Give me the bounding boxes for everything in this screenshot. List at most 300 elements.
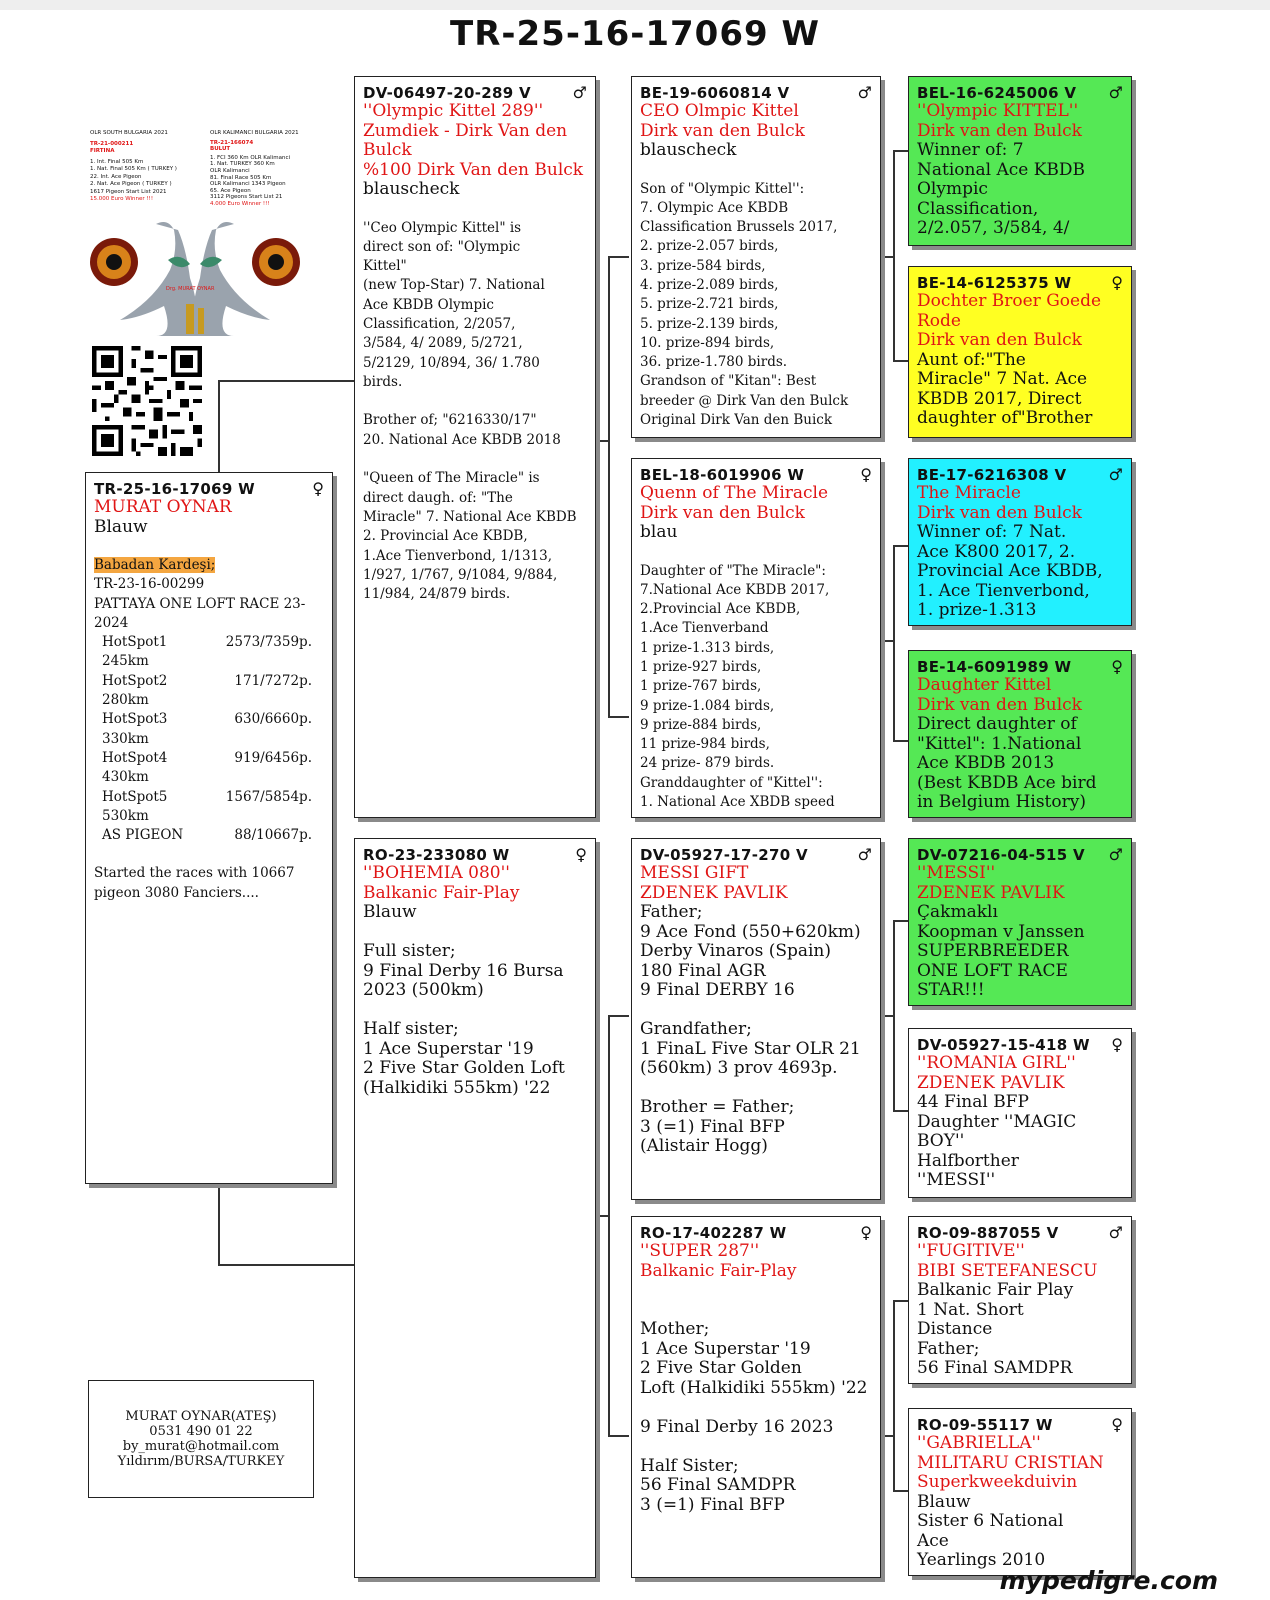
card-header <box>640 83 872 102</box>
top-strip <box>0 0 1270 10</box>
pedigree-note-line: Son of "Olympic Kittel'': <box>640 180 805 197</box>
male-icon: ♂ <box>1108 845 1123 864</box>
poster-line: 3112 Pigeons Start List 21 <box>210 194 283 201</box>
sibling-label: Babadan Kardeşi; <box>94 557 216 573</box>
connector-line <box>881 640 894 642</box>
connector-line <box>893 545 895 740</box>
results-table <box>102 633 324 845</box>
male-icon: ♂ <box>1108 1223 1123 1242</box>
pedigree-detail-line: KBDB 2017, Direct <box>917 388 1082 409</box>
pedigree-detail-line: 3 (=1) Final BFP <box>640 1494 785 1515</box>
poster-line: 2. Nat. Ace Pigeon ( TURKEY ) <box>90 181 172 187</box>
connector-line <box>608 1015 610 1435</box>
card-header <box>917 1223 1123 1242</box>
pigeon-illustration <box>86 214 304 338</box>
poster-line: OLR Kalimanci 1343 Pigeon <box>210 181 286 188</box>
pedigree-name-line: Dirk van den Bulck <box>917 694 1082 715</box>
pedigree-detail-line: 9 Final DERBY 16 <box>640 980 795 1000</box>
pedigree-note-line: Kittel" <box>363 258 407 275</box>
pedigree-detail-line: 9 Ace Fond (550+620km) <box>640 921 861 942</box>
poster-right-lines <box>210 155 304 208</box>
pedigree-detail-line: 1. prize-1.313 <box>917 600 1037 620</box>
pedigree-name-line: ''Olympic KITTEL'' <box>917 101 1079 121</box>
pedigree-note-line: 1.Ace Tienverbond, 1/1313, <box>363 547 553 564</box>
ring-number: RO-17-402287 W <box>640 1223 787 1242</box>
connector-line <box>893 545 908 547</box>
poster-left-name: FIRTINA <box>90 148 115 154</box>
result-race: HotSpot3 330km <box>102 711 172 747</box>
pedigree-name-line: ''Olympic Kittel 289'' <box>363 101 544 121</box>
pedigree-name-line: Balkanic Fair-Play <box>640 1260 797 1281</box>
pedigree-detail-line: Balkanic Fair Play <box>917 1280 1074 1300</box>
ring-number: TR-25-16-17069 W <box>94 479 255 498</box>
connector-line <box>218 380 220 472</box>
pigeon-color: Blauw <box>94 516 148 537</box>
connector-line <box>218 1264 354 1266</box>
card-header <box>640 1223 872 1242</box>
poster-line: 1. Int. Final 505 Km <box>90 158 144 165</box>
pedigree-name-line: BIBI SETEFANESCU <box>917 1260 1098 1281</box>
pedigree-detail-line: 9 Final Derby 16 2023 <box>640 1416 834 1437</box>
connector-line <box>608 256 610 716</box>
pedigree-detail-line: Father; <box>917 1338 980 1359</box>
brand-logo: mypedigre.com <box>999 1566 1218 1595</box>
connector-line <box>893 150 895 360</box>
poster-left-header: OLR SOUTH BULGARIA 2021 <box>90 130 168 136</box>
ring-number: RO-09-55117 W <box>917 1415 1053 1434</box>
pedigree-detail-line: Loft (Halkidiki 555km) '22 <box>640 1377 868 1398</box>
pedigree-note-line: 1.Ace Tienverband <box>640 620 769 637</box>
poster-line: 4.000 Euro Winner !!! <box>210 200 270 207</box>
card-header <box>917 657 1123 676</box>
pedigree-note-line: 3/584, 4/ 2089, 5/2721, <box>363 335 523 352</box>
pedigree-note-line: direct son of: "Olympic <box>363 238 521 255</box>
result-race: HotSpot4 430km <box>102 749 172 786</box>
pedigree-name-line: ''MESSI'' <box>917 863 996 883</box>
pedigree-name-line: Dochter Broer Goede <box>917 291 1102 311</box>
contact-phone: 0531 490 01 22 <box>149 1424 253 1439</box>
male-icon: ♂ <box>1108 465 1123 484</box>
result-row <box>102 788 324 827</box>
spacer <box>640 543 872 562</box>
pedigree-note-line: birds. <box>363 373 403 390</box>
male-icon: ♂ <box>1108 83 1123 102</box>
pedigree-detail-line: Ace KBDB 2013 <box>917 753 1055 773</box>
pedigree-name-line: CEO Olmpic Kittel <box>640 101 799 121</box>
pedigree-note-line: 2.Provincial Ace KBDB, <box>640 601 801 618</box>
pedigree-note-line: 4. prize-2.089 birds, <box>640 276 779 293</box>
female-icon: ♀ <box>575 845 587 864</box>
pedigree-name-line: ''FUGITIVE'' <box>917 1241 1025 1261</box>
ssd-card <box>908 266 1132 438</box>
pedigree-detail-line: 2 Five Star Golden Loft <box>363 1058 565 1078</box>
pedigree-detail-line: Half sister; <box>363 1019 459 1039</box>
pedigree-detail-line <box>640 1301 872 1321</box>
pedigree-note-line: Ace KBDB Olympic <box>363 296 494 313</box>
qr-code <box>92 346 202 456</box>
pedigree-note-line: Daughter of "The Miracle": <box>640 562 826 579</box>
contact-name: MURAT OYNAR(ATEŞ) <box>125 1409 277 1424</box>
poster-line: 1. Nat. Final 505 Km ( TURKEY ) <box>90 166 177 172</box>
pedigree-detail-line: 56 Final SAMDPR <box>640 1475 796 1495</box>
poster-left-lines <box>90 159 190 204</box>
pedigree-detail-line: 44 Final BFP <box>917 1092 1029 1112</box>
pedigree-detail-line: Provincial Ace KBDB, <box>917 561 1103 581</box>
pedigree-detail-line: ONE LOFT RACE <box>917 960 1068 981</box>
pedigree-note-line: direct daugh. of: "The <box>363 489 513 506</box>
pedigree-detail-line: daughter of"Brother <box>917 408 1093 428</box>
subject-card <box>85 472 333 1184</box>
pedigree-detail-line: 3 (=1) Final BFP <box>640 1116 785 1137</box>
card-header <box>363 83 587 102</box>
pedigree-note-line: (new Top-Star) 7. National <box>363 277 545 294</box>
pedigree-detail-line: 56 Final SAMDPR <box>917 1358 1073 1378</box>
pedigree-detail-line: Direct daughter of <box>917 714 1077 734</box>
pedigree-detail-line: 2 Five Star Golden <box>640 1358 802 1378</box>
female-icon: ♀ <box>1111 657 1123 676</box>
result-row <box>102 672 324 711</box>
card-header <box>363 845 587 864</box>
pigeon-poster <box>86 126 304 338</box>
result-value: 630/6660p. <box>234 711 312 728</box>
pedigree-detail-line: Full sister; <box>363 941 456 961</box>
pedigree-note-line: Classification, 2/2057, <box>363 315 516 332</box>
result-value: 88/10667p. <box>234 827 312 844</box>
pedigree-detail-line: Ace <box>917 1530 949 1551</box>
male-icon: ♂ <box>857 845 872 864</box>
pedigree-detail-line: Halfborther <box>917 1150 1019 1171</box>
pedigree-detail-line: ''MESSI'' <box>917 1170 996 1190</box>
pedigree-detail-line: blau <box>640 522 678 542</box>
pedigree-detail-line: Half Sister; <box>640 1455 739 1476</box>
pedigree-note-line <box>363 392 587 411</box>
pedigree-detail-line: 1 Ace Superstar '19 <box>640 1338 811 1359</box>
pedigree-note-line: 24 prize- 879 birds. <box>640 755 775 772</box>
pedigree-detail-line: 2023 (500km) <box>363 980 484 1000</box>
connector-line <box>893 150 908 152</box>
pedigree-note-line: 3. prize-584 birds, <box>640 257 766 274</box>
pedigree-detail-line: Yearlings 2010 <box>917 1550 1046 1570</box>
result-row <box>102 710 324 749</box>
pedigree-name-line: Balkanic Fair-Play <box>363 882 520 903</box>
pedigree-name-line: Rode <box>917 310 961 331</box>
connector-line <box>608 1435 629 1437</box>
pedigree-note-line: 7. Olympic Ace KBDB <box>640 199 789 216</box>
pedigree-name-line: Daughter Kittel <box>917 675 1052 695</box>
female-icon: ♀ <box>860 465 872 484</box>
connector-line <box>893 740 908 742</box>
pedigree-detail-line <box>363 1001 587 1021</box>
sdd-card <box>908 650 1132 818</box>
ring-number: BE-14-6091989 W <box>917 657 1072 676</box>
ring-number: BEL-16-6245006 V <box>917 83 1077 102</box>
connector-line <box>893 1300 908 1302</box>
ring-number: RO-09-887055 V <box>917 1223 1059 1242</box>
pedigree-detail-line: "Kittel": 1.National <box>917 733 1082 754</box>
pedigree-name-line: Dirk van den Bulck <box>640 120 805 141</box>
card-header <box>917 1415 1123 1434</box>
dam-dam-card <box>631 1216 881 1578</box>
pedigree-detail-line: 1 Nat. Short <box>917 1299 1024 1320</box>
pedigree-note-line: 7.National Ace KBDB 2017, <box>640 581 830 598</box>
connector-line <box>893 1300 895 1490</box>
contact-location: Yıldırım/BURSA/TURKEY <box>117 1454 285 1469</box>
female-icon: ♀ <box>860 1223 872 1242</box>
pedigree-detail-line: Blauw <box>363 902 417 922</box>
pedigree-note-line: ''Ceo Olympic Kittel" is <box>363 219 522 236</box>
card-header <box>917 465 1123 484</box>
pedigree-name-line: %100 Dirk Van den Bulck <box>363 159 584 180</box>
pedigree-detail-line: (Alistair Hogg) <box>640 1136 768 1156</box>
pedigree-note-line: 5. prize-2.721 birds, <box>640 296 779 313</box>
female-icon: ♀ <box>312 479 324 498</box>
pedigree-detail-line: blauscheck <box>363 179 460 199</box>
pedigree-detail-line: BOY'' <box>917 1131 965 1151</box>
pedigree-name-line: The Miracle <box>917 483 1021 503</box>
result-race: HotSpot5 530km <box>102 788 172 824</box>
connector-line <box>893 1110 908 1112</box>
dss-card <box>908 838 1132 1006</box>
pedigree-detail-line: Koopman v Janssen <box>917 921 1085 942</box>
connector-line <box>893 1490 908 1492</box>
ring-number: DV-05927-15-418 W <box>917 1035 1090 1054</box>
connector-line <box>608 1015 629 1017</box>
connector-line <box>881 1015 894 1017</box>
pedigree-detail-line <box>363 923 587 943</box>
male-icon: ♂ <box>857 83 872 102</box>
result-value: 2573/7359p. <box>225 634 312 651</box>
dam-sire-card <box>631 838 881 1200</box>
pedigree-note-line <box>363 450 587 469</box>
connector-line <box>881 1435 894 1437</box>
ring-number: BE-19-6060814 V <box>640 83 790 102</box>
sss-card <box>908 76 1132 246</box>
pedigree-name-line: Dirk van den Bulck <box>917 120 1082 141</box>
pedigree-detail-line: Grandfather; <box>640 1019 752 1039</box>
pedigree-detail-line: Çakmaklı <box>917 902 998 922</box>
female-icon: ♀ <box>1111 1035 1123 1054</box>
page-title: TR-25-16-17069 W <box>450 14 820 54</box>
pedigree-name-line: Dirk van den Bulck <box>917 502 1082 523</box>
poster-line: 65. Ace Pigeon <box>210 187 251 194</box>
pedigree-note-line: 10. prize-894 birds, <box>640 334 775 351</box>
poster-line: 1. Nat. TURKEY 360 Km <box>210 161 275 168</box>
pedigree-name-line: MESSI GIFT <box>640 863 749 883</box>
note-line: Started the races with 10667 <box>94 865 295 882</box>
sds-card <box>908 458 1132 626</box>
pedigree-detail-line: SUPERBREEDER <box>917 941 1069 961</box>
pedigree-note-line: 1 prize-1.313 birds, <box>640 639 775 656</box>
pedigree-detail-line: 2/2.057, 3/584, 4/ <box>917 218 1070 238</box>
result-row <box>102 826 324 845</box>
female-icon: ♀ <box>1111 1415 1123 1434</box>
sire-sire-card <box>631 76 881 438</box>
pedigree-note-line: 5. prize-2.139 birds, <box>640 315 779 332</box>
dam-card <box>354 838 596 1578</box>
pedigree-detail-line: Classification, <box>917 198 1039 219</box>
pedigree-detail-line <box>640 1398 872 1418</box>
pedigree-detail-line: Derby Vinaros (Spain) <box>640 941 832 961</box>
pedigree-detail-line: blauscheck <box>640 140 737 160</box>
pedigree-detail-line: Ace K800 2017, 2. <box>917 541 1076 562</box>
pedigree-note-line: 11/984, 24/879 birds. <box>363 586 511 603</box>
poster-right-header: OLR KALIMANCI BULGARIA 2021 <box>210 130 299 136</box>
pedigree-name-line: Quenn of The Miracle <box>640 483 829 503</box>
pedigree-note-line: Brother of; "6216330/17" <box>363 412 537 429</box>
race-name: PATTAYA ONE LOFT RACE 23-2024 <box>94 595 306 631</box>
pedigree-detail-line: Mother; <box>640 1319 710 1339</box>
pedigree-name-line: ZDENEK PAVLIK <box>917 1072 1065 1093</box>
pedigree-name-line: ''BOHEMIA 080'' <box>363 863 510 883</box>
pedigree-detail-line: Aunt of:"The <box>917 349 1026 370</box>
note-line: pigeon 3080 Fanciers.... <box>94 884 259 901</box>
pedigree-detail-line: Winner of: 7 Nat. <box>917 522 1067 542</box>
pedigree-detail-line: STAR!!! <box>917 980 985 1000</box>
female-icon: ♀ <box>1111 273 1123 292</box>
connector-line <box>893 360 908 362</box>
connector-line <box>596 1215 609 1217</box>
pedigree-detail-line: National Ace KBDB <box>917 159 1086 180</box>
result-row <box>102 749 324 788</box>
pedigree-detail-line: 1 Ace Superstar '19 <box>363 1038 534 1059</box>
pedigree-note-line: breeder @ Dirk Van den Bulck <box>640 392 849 409</box>
spacer <box>363 200 587 219</box>
connector-line <box>893 920 908 922</box>
poster-line: 81. Final Race 505 Km <box>210 174 272 181</box>
connector-line <box>608 716 629 718</box>
sibling-ring: TR-23-16-00299 <box>94 576 205 593</box>
pedigree-detail-line: (560km) 3 prov 4693p. <box>640 1058 838 1078</box>
card-header <box>917 83 1123 102</box>
result-race: HotSpot1 245km <box>102 634 172 670</box>
pedigree-note-line: 1/927, 1/767, 9/1084, 9/884, <box>363 566 558 583</box>
pedigree-name-line: ZDENEK PAVLIK <box>917 882 1065 903</box>
pedigree-note-line: 9 prize-1.084 birds, <box>640 697 775 714</box>
result-value: 919/6456p. <box>234 749 312 766</box>
pedigree-name-line: Bulck <box>363 140 412 160</box>
ring-number: BEL-18-6019906 W <box>640 465 805 484</box>
sire-dam-card <box>631 458 881 818</box>
pedigree-detail-line: 180 Final AGR <box>640 960 766 981</box>
connector-line <box>608 256 629 258</box>
card-header <box>640 465 872 484</box>
pedigree-note-line: 1 prize-767 birds, <box>640 678 762 695</box>
pedigree-name-line: ZDENEK PAVLIK <box>640 882 788 903</box>
pedigree-detail-line: Sister 6 National <box>917 1511 1064 1531</box>
pedigree-note-line: 2. Provincial Ace KBDB, <box>363 528 528 545</box>
pedigree-name-line: ''SUPER 287'' <box>640 1241 760 1261</box>
poster-right-name: BULUT <box>210 146 231 153</box>
pedigree-name-line: ''GABRIELLA'' <box>917 1433 1041 1453</box>
card-header <box>640 845 872 864</box>
pedigree-note-line: 1. National Ace XBDB speed <box>640 794 835 811</box>
poster-line: 22. Int. Ace Pigeon <box>90 173 142 180</box>
pedigree-detail-line <box>640 1001 872 1021</box>
dds-card <box>908 1216 1132 1384</box>
pedigree-note-line: Miracle" 7. National Ace KBDB <box>363 508 577 525</box>
pedigree-note-line: Classification Brussels 2017, <box>640 219 838 236</box>
sire-card <box>354 76 596 818</box>
pedigree-detail-line: Olympic <box>917 179 988 199</box>
poster-right-ring: TR-21-166074 <box>210 139 254 146</box>
pigeon-name: MURAT OYNAR <box>94 497 232 517</box>
poster-line: 1617 Pigeon Start List 2021 <box>90 188 167 195</box>
connector-line <box>218 1185 220 1265</box>
pedigree-name-line: Superkweekduivin <box>917 1472 1078 1492</box>
pedigree-detail-line: 1. Ace Tienverbond, <box>917 580 1090 601</box>
ring-number: RO-23-233080 W <box>363 845 510 864</box>
contact-box <box>88 1380 314 1498</box>
poster-line: OLR Kalimanci <box>210 167 250 174</box>
card-header <box>917 845 1123 864</box>
pedigree-detail-line: 9 Final Derby 16 Bursa <box>363 960 564 981</box>
pedigree-detail-line: in Belgium History) <box>917 792 1086 812</box>
pedigree-detail-line: Distance <box>917 1319 993 1339</box>
pedigree-detail-line: Blauw <box>917 1491 971 1512</box>
result-race: HotSpot2 280km <box>102 672 172 709</box>
pedigree-detail-line: (Best KBDB Ace bird <box>917 772 1097 793</box>
pedigree-note-line: 11 prize-984 birds, <box>640 736 770 753</box>
result-value: 1567/5854p. <box>225 788 312 805</box>
card-header <box>917 273 1123 292</box>
pedigree-note-line: 1 prize-927 birds, <box>640 658 762 675</box>
poster-line: 15.000 Euro Winner !!! <box>90 196 154 202</box>
pedigree-note-line: Original Dirk Van den Buick <box>640 412 833 429</box>
pedigree-name-line: ''ROMANIA GIRL'' <box>917 1053 1076 1073</box>
pedigree-name-line: Dirk van den Bulck <box>640 502 805 523</box>
pedigree-note-line: "Queen of The Miracle" is <box>363 470 540 487</box>
result-race: AS PIGEON <box>102 827 184 844</box>
ring-number: BE-14-6125375 W <box>917 273 1072 292</box>
pedigree-detail-line: Father; <box>640 902 703 922</box>
poster-line: 1. FCI 360 Km OLR Kalimanci <box>210 154 290 161</box>
connector-line <box>218 380 354 382</box>
pedigree-name-line: Zumdiek - Dirk Van den <box>363 120 568 141</box>
pedigree-name-line: MILITARU CRISTIAN <box>917 1452 1104 1473</box>
pedigree-detail-line: Miracle" 7 Nat. Ace <box>917 369 1088 389</box>
pedigree-name-line: Dirk van den Bulck <box>917 330 1082 350</box>
pedigree-note-line: 5/2129, 10/894, 36/ 1.780 <box>363 354 540 371</box>
pedigree-detail-line <box>640 1281 872 1301</box>
pedigree-note-line: 2. prize-2.057 birds, <box>640 238 779 255</box>
ring-number: DV-06497-20-289 V <box>363 83 531 102</box>
pedigree-detail-line: Winner of: 7 <box>917 140 1024 160</box>
poster-breeder: Drg. MURAT OYNAR <box>166 286 215 292</box>
ring-number: BE-17-6216308 V <box>917 465 1067 484</box>
connector-line <box>881 256 894 258</box>
pedigree-note-line: Granddaughter of "Kittel'': <box>640 774 823 791</box>
pedigree-detail-line <box>640 1437 872 1457</box>
contact-email[interactable]: by_murat@hotmail.com <box>122 1439 280 1454</box>
ring-number: DV-05927-17-270 V <box>640 845 808 864</box>
male-icon: ♂ <box>572 83 587 102</box>
pedigree-note-line: Grandson of "Kitan": Best <box>640 373 817 390</box>
result-value: 171/7272p. <box>234 672 312 689</box>
ring-number: DV-07216-04-515 V <box>917 845 1085 864</box>
poster-left-ring: TR-21-000211 <box>90 140 134 147</box>
pedigree-detail-line: 1 FinaL Five Star OLR 21 <box>640 1038 861 1059</box>
ddd-card <box>908 1408 1132 1576</box>
pedigree-note-line: 9 prize-884 birds, <box>640 716 762 733</box>
card-header <box>917 1035 1123 1054</box>
connector-line <box>596 440 609 442</box>
result-row <box>102 633 324 672</box>
pedigree-detail-line <box>640 1079 872 1099</box>
spacer <box>640 161 872 180</box>
dsd-card <box>908 1028 1132 1198</box>
pedigree-note-line: 36. prize-1.780 birds. <box>640 354 788 371</box>
pedigree-detail-line: Daughter ''MAGIC <box>917 1111 1077 1132</box>
